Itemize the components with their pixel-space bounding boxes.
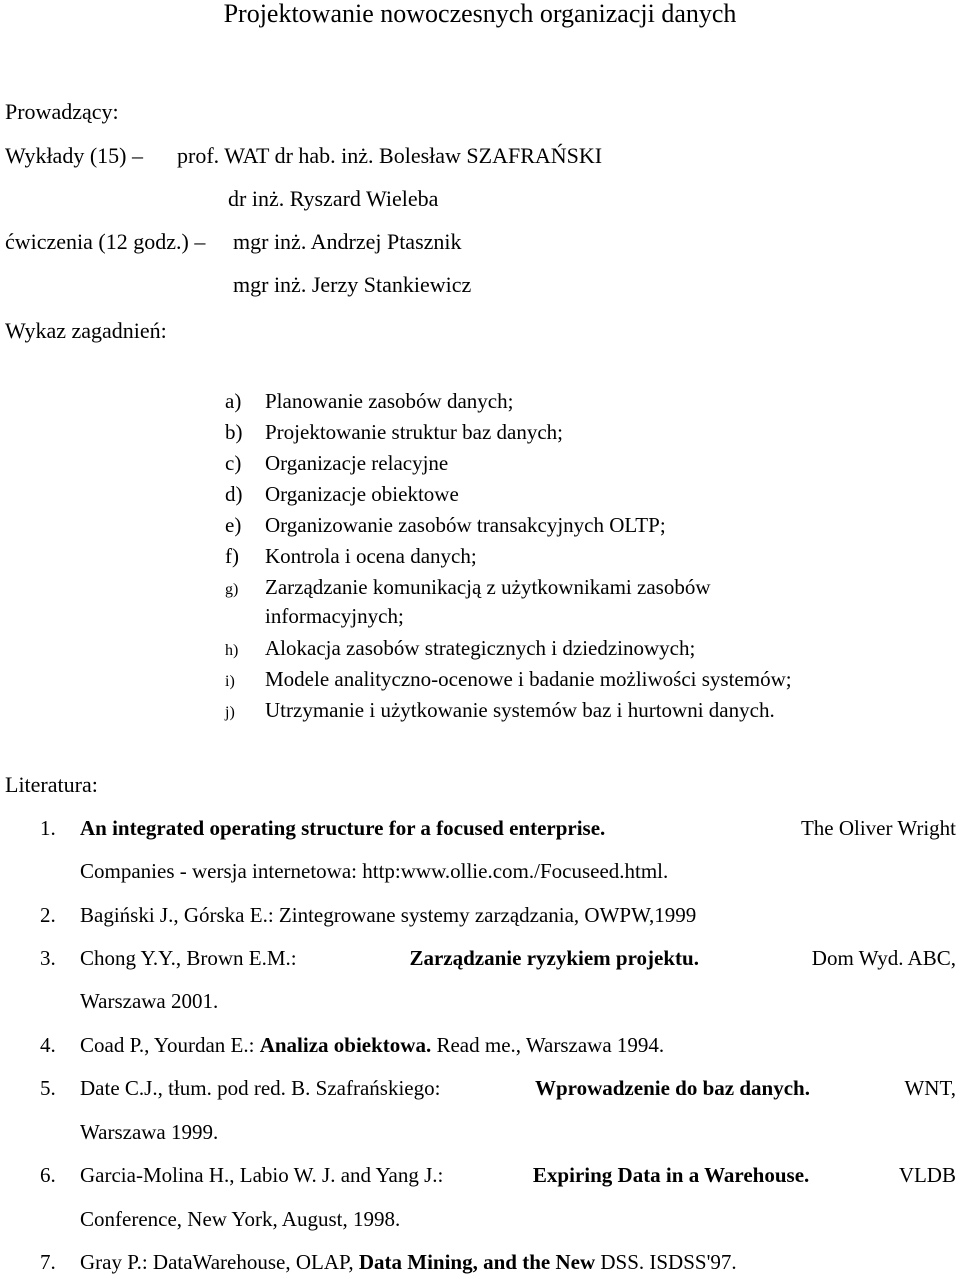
lectures-label: Wykłady (15) – [5, 143, 143, 168]
ref-line-continuation: Conference, New York, August, 1998. [80, 1207, 401, 1231]
ref-text: Read me., Warszawa 1994. [436, 1033, 665, 1057]
exercises-label: ćwiczenia (12 godz.) – [5, 229, 206, 254]
page-title: Projektowanie nowoczesnych organizacji danych [223, 0, 737, 28]
ref-text: VLDB [898, 1163, 956, 1187]
topic-text: Kontrola i ocena danych; [265, 544, 477, 568]
ref-text: The Oliver Wright [800, 816, 956, 840]
ref-bold-title: Wprowadzenie do baz danych. [534, 1076, 810, 1100]
ref-bold-title: An integrated operating structure for a focused enterprise. [80, 816, 606, 840]
lectures-second-lecturer: dr inż. Ryszard Wieleba [228, 186, 439, 211]
ref-number: 5. [40, 1076, 56, 1100]
ref-bold-title: Data Mining, and the New [358, 1250, 596, 1274]
topic-letter: i) [225, 673, 235, 690]
topic-letter: f) [225, 544, 239, 568]
topic-text: Planowanie zasobów danych; [265, 389, 514, 413]
staff-heading: Prowadzący: [5, 99, 119, 124]
topic-text: Zarządzanie komunikacją z użytkownikami zasobów [265, 575, 711, 599]
ref-authors: Date C.J., tłum. pod red. B. Szafrańskiego: [80, 1076, 441, 1100]
ref-number: 2. [40, 903, 56, 927]
topic-letter: e) [225, 513, 242, 537]
topic-letter: g) [225, 581, 239, 598]
ref-authors: Chong Y.Y., Brown E.M.: [80, 946, 297, 970]
ref-number: 4. [40, 1033, 56, 1057]
ref-number: 3. [40, 946, 56, 970]
topic-text: Organizowanie zasobów transakcyjnych OLTP; [265, 513, 666, 537]
ref-authors: Garcia-Molina H., Labio W. J. and Yang J.: [80, 1163, 444, 1187]
ref-bold-title: Zarządzanie ryzykiem projektu. [409, 946, 699, 970]
topic-text: Utrzymanie i użytkowanie systemów baz i hurtowni danych. [265, 698, 775, 722]
ref-text: Dom Wyd. ABC, [811, 946, 956, 970]
ref-text: WNT, [904, 1076, 956, 1100]
topic-letter: a) [225, 389, 242, 413]
ref-line [80, 1075, 956, 1101]
topic-letter: h) [225, 642, 239, 659]
topic-text-continuation: informacyjnych; [265, 604, 404, 628]
topics-heading: Wykaz zagadnień: [5, 318, 167, 343]
topic-letter: c) [225, 451, 242, 475]
exercises-second-instructor: mgr inż. Jerzy Stankiewicz [233, 272, 472, 297]
topic-letter: d) [225, 482, 243, 506]
topic-letter: b) [225, 420, 243, 444]
ref-line [80, 1032, 664, 1058]
ref-number: 1. [40, 816, 56, 840]
ref-bold-title: Analiza obiektowa. [259, 1033, 432, 1057]
exercises-lead-instructor: mgr inż. Andrzej Ptasznik [233, 229, 462, 254]
ref-line-continuation: Companies - wersja internetowa: http:www.ollie.com./Focuseed.html. [80, 859, 669, 883]
ref-authors: Gray P.: DataWarehouse, OLAP, [80, 1250, 354, 1274]
topic-text: Organizacje obiektowe [265, 482, 459, 506]
ref-bold-title: Expiring Data in a Warehouse. [532, 1163, 810, 1187]
ref-line-continuation: Warszawa 1999. [80, 1120, 219, 1144]
topic-letter: j) [225, 704, 235, 721]
topic-text: Projektowanie struktur baz danych; [265, 420, 563, 444]
ref-text: DSS. ISDSS'97. [600, 1250, 737, 1274]
lectures-lead-lecturer: prof. WAT dr hab. inż. Bolesław SZAFRAŃSKI [177, 143, 603, 168]
topic-text: Alokacja zasobów strategicznych i dziedzinowych; [265, 636, 696, 660]
topic-text: Organizacje relacyjne [265, 451, 449, 475]
ref-line [80, 1249, 737, 1275]
literature-heading: Literatura: [5, 772, 98, 797]
ref-line [80, 1162, 956, 1188]
ref-line [80, 945, 956, 971]
ref-number: 7. [40, 1250, 56, 1274]
ref-line-continuation: Warszawa 2001. [80, 989, 219, 1013]
ref-line [80, 815, 956, 841]
ref-number: 6. [40, 1163, 56, 1187]
ref-line: Bagiński J., Górska E.: Zintegrowane systemy zarządzania, OWPW,1999 [80, 903, 697, 927]
ref-authors: Coad P., Yourdan E.: [80, 1033, 255, 1057]
topic-text: Modele analityczno-ocenowe i badanie możliwości systemów; [265, 667, 792, 691]
